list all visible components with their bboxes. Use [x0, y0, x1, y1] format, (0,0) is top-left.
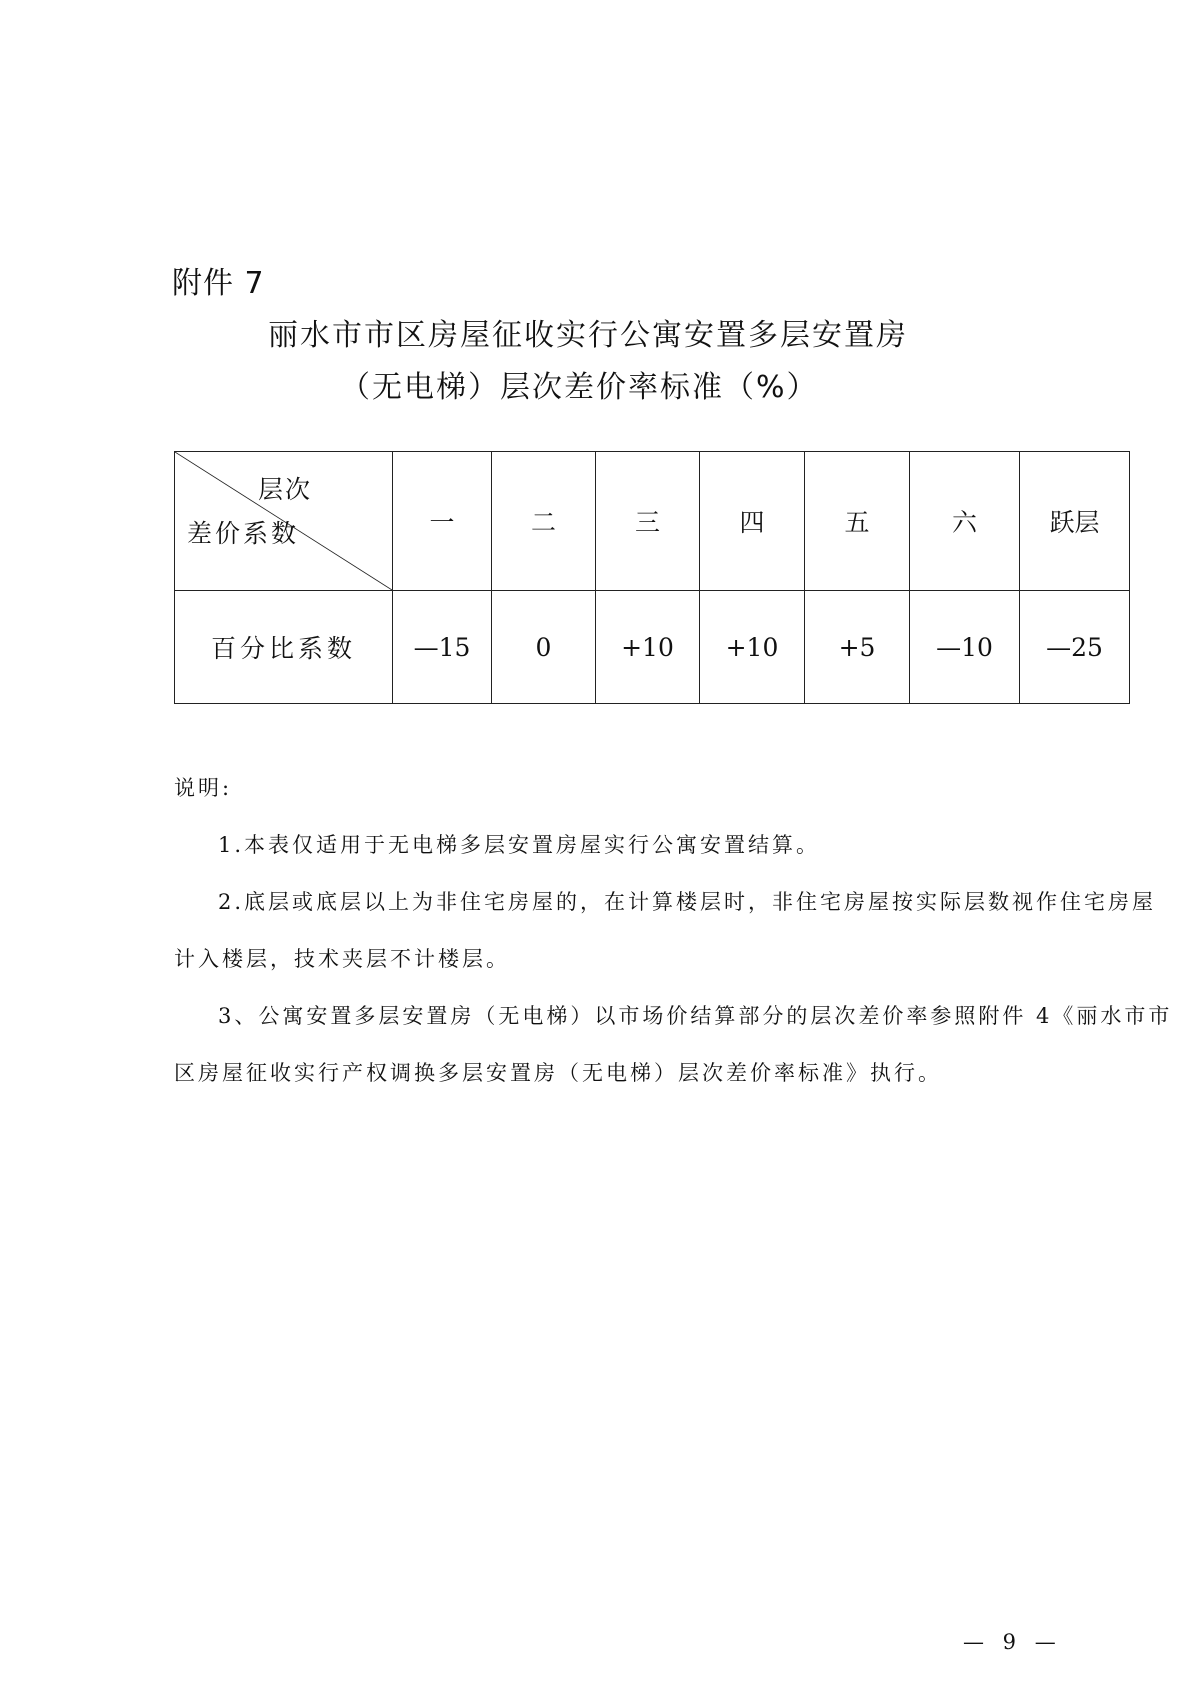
attachment-label: 附件 7 [172, 266, 265, 301]
floor-header-3: 三 [596, 452, 700, 591]
rate-value-2: 0 [492, 591, 596, 704]
page-number: — 9 — [963, 1630, 1062, 1654]
floor-header-6: 六 [910, 452, 1020, 591]
notes-heading: 说明: [174, 776, 233, 800]
note-item-2: 2.底层或底层以上为非住宅房屋的，在计算楼层时，非住宅房屋按实际层数视作住宅房屋计入楼层，技术夹层不计楼层。 [174, 890, 1157, 971]
document-title-line-2: （无电梯）层次差价率标准（%） [340, 370, 819, 405]
floor-header-5: 五 [805, 452, 910, 591]
rate-value-1: —15 [393, 591, 492, 704]
table-header-row [175, 452, 1130, 591]
notes-section [174, 760, 1174, 1102]
rate-value-4: +10 [700, 591, 805, 704]
rate-value-3: +10 [596, 591, 700, 704]
rate-value-5: +5 [805, 591, 910, 704]
corner-top-label: 层次 [257, 475, 312, 504]
floor-header-1: 一 [393, 452, 492, 591]
floor-header-duplex: 跃层 [1020, 452, 1130, 591]
diagonal-header-cell [175, 452, 393, 591]
row-label: 百分比系数 [175, 591, 393, 704]
floor-header-2: 二 [492, 452, 596, 591]
floor-header-4: 四 [700, 452, 805, 591]
document-title-line-1: 丽水市市区房屋征收实行公寓安置多层安置房 [268, 318, 908, 353]
note-item-1: 1.本表仅适用于无电梯多层安置房屋实行公寓安置结算。 [218, 833, 821, 857]
rate-value-6: —10 [910, 591, 1020, 704]
table-row [175, 591, 1130, 704]
corner-bottom-label: 差价系数 [187, 519, 300, 548]
floor-rate-table [174, 451, 1130, 704]
rate-value-duplex: —25 [1020, 591, 1130, 704]
note-item-3: 3、公寓安置多层安置房（无电梯）以市场价结算部分的层次差价率参照附件 4《丽水市市区房屋征收实行产权调换多层安置房（无电梯）层次差价率标准》执行。 [174, 1004, 1173, 1085]
